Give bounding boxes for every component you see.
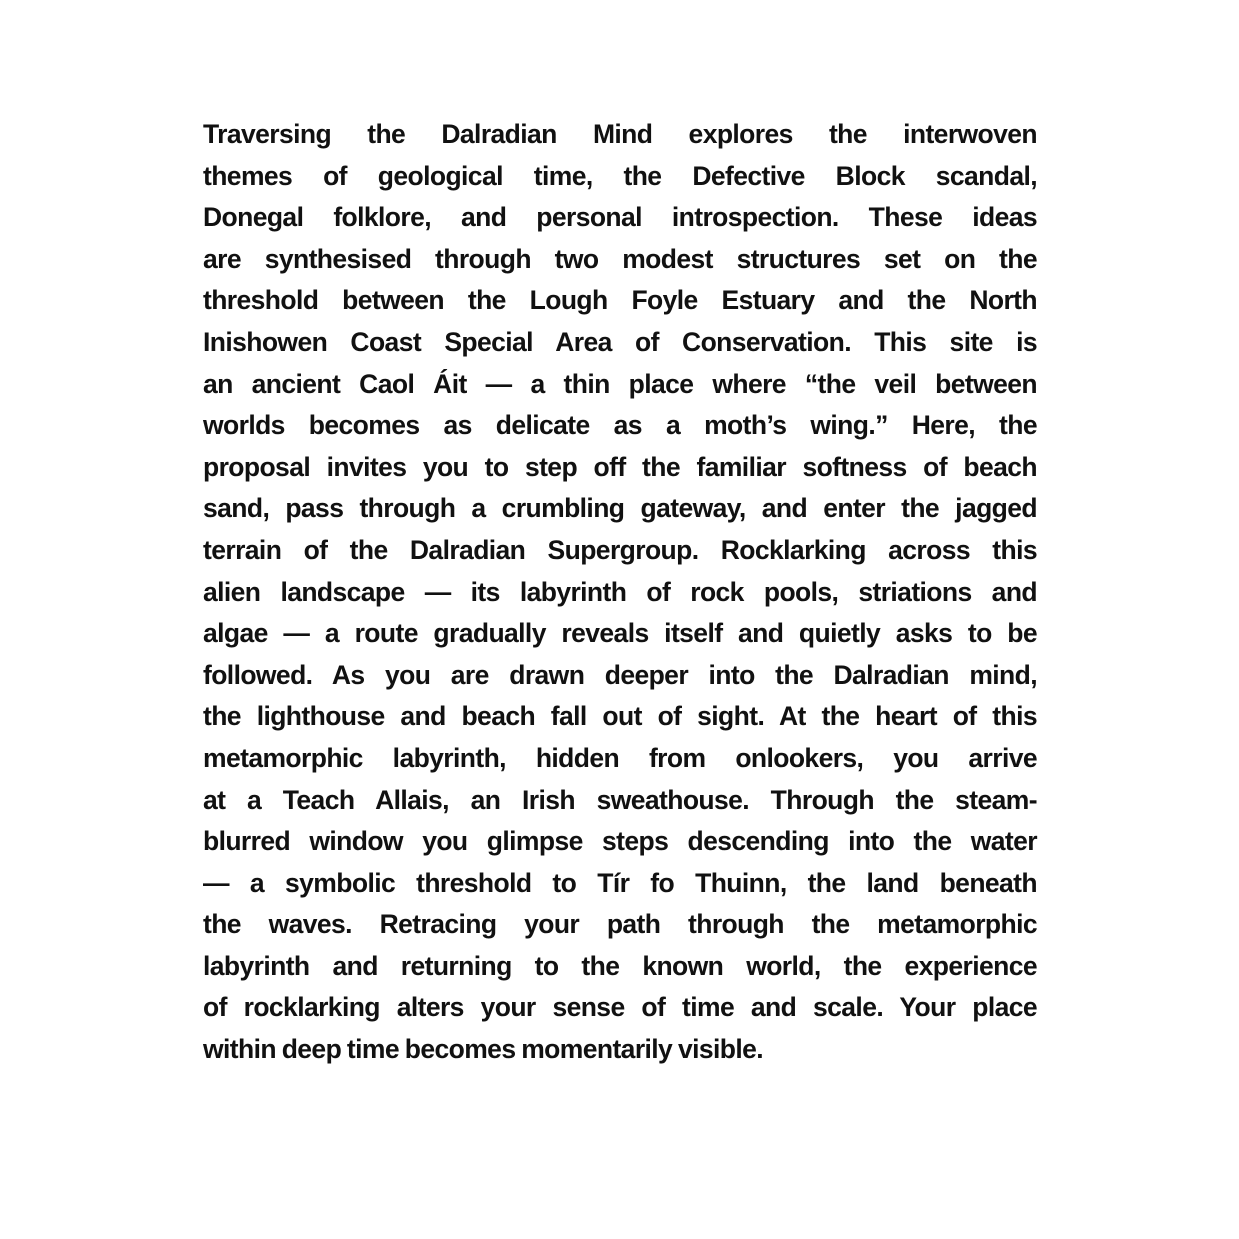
text-line: worlds becomes as delicate as a moth’s wing.” Here, the — [203, 410, 1037, 441]
text-line: Donegal folklore, and personal introspection. These ideas — [203, 202, 1037, 233]
text-line: threshold between the Lough Foyle Estuary and the North — [203, 285, 1037, 316]
text-line: followed. As you are drawn deeper into the Dalradian mind, — [203, 659, 1037, 690]
text-line: algae — a route gradually reveals itself and quietly asks to be — [203, 618, 1037, 649]
text-line: Traversing the Dalradian Mind explores the interwoven — [203, 119, 1037, 149]
text-line: the lighthouse and beach fall out of sight. At the heart of this — [203, 701, 1037, 732]
text-line: of rocklarking alters your sense of time and scale. Your place — [203, 992, 1037, 1023]
text-line: Inishowen Coast Special Area of Conservation. This site is — [203, 326, 1037, 357]
text-line: at a Teach Allais, an Irish sweathouse. Through the steam- — [203, 784, 1037, 815]
text-line: alien landscape — its labyrinth of rock pools, striations and — [203, 576, 1037, 607]
text-line-last: within deep time becomes momentarily visible. — [203, 1034, 764, 1065]
text-line: proposal invites you to step off the familiar softness of beach — [203, 451, 1037, 482]
text-line: terrain of the Dalradian Supergroup. Rocklarking across this — [203, 534, 1037, 565]
text-line: the waves. Retracing your path through the metamorphic — [203, 909, 1037, 940]
text-line: labyrinth and returning to the known world, the experience — [203, 950, 1037, 981]
text-line: blurred window you glimpse steps descending into the water — [203, 826, 1037, 857]
text-line: are synthesised through two modest structures set on the — [203, 243, 1037, 274]
text-line: an ancient Caol Áit — a thin place where “the veil between — [203, 368, 1037, 399]
text-line: — a symbolic threshold to Tír fo Thuinn, the land beneath — [203, 867, 1037, 898]
body-paragraph — [203, 114, 1037, 1071]
text-line: sand, pass through a crumbling gateway, and enter the jagged — [203, 493, 1037, 524]
text-line: themes of geological time, the Defective Block scandal, — [203, 160, 1037, 191]
text-line: metamorphic labyrinth, hidden from onlookers, you arrive — [203, 742, 1037, 773]
